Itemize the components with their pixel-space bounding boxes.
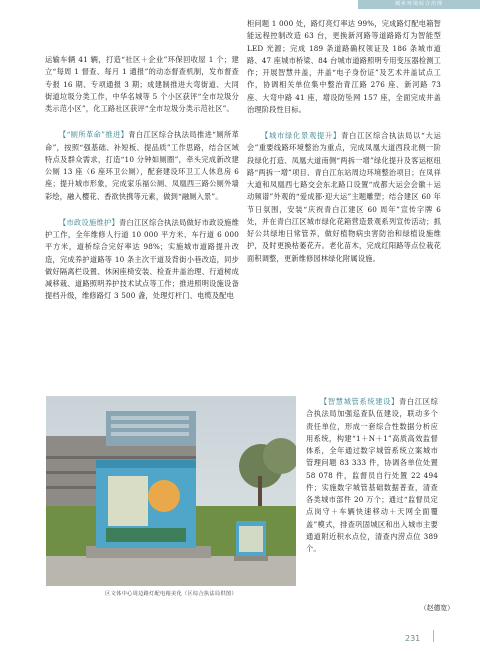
section-body: 青白江区综合执法局加强巡查队伍建设，联动多个责任单位，形成一套综合性数据分析应用系统，构建“1＋N＋1”高质高效监督体系，全年通过数字城管系统立案城市管理问题 83 333 件，协调各单位处置 58 078 件，监督员自行处置 22 494 件；实施数字城管基础数据普查，清查各类城市部件 20 万个；通过“监督员定点岗守＋车辆快速移动＋天网全面覆盖”模式，排查巩固城区和出入城市主要通道附近积水点位，清查内涝点位 389 个。 <box>306 397 438 553</box>
section-body: 青白江区综合执法局推进“厕所革命”，按照“强基础、补短板、提品质”工作思路，结合区域特点及群众需求，打造“10 分钟如厕圈”，牵头完成新改建公厕 13 座（6 座环卫公厕），配套建设环卫工人休息房 6 座；提升城市形象，完成家乐福公厕、凤凰西三路公厕外墙彩绘，融入樱花、香欲快携等元素，做到“融厕入景”。 <box>45 130 239 201</box>
paragraph: 柜问题 1 000 处，路灯亮灯率达 99%，完成路灯配电箱智能远程控制改造 63 台，更换新河路等道路路灯为智能型 LED 光源；完成 189 条道路确权领证及 186 条城市道路、47 座城市桥梁、84 台城市道路照明专用变压器检测工作；开展智慧井盖，井盖“电子身份证”及艺术井盖试点工作，协调相关单位集中整治青江路 276 座、新河路 73 座、大弯中路 41 座，增设防坠网 157 座，全面完成井盖治理阶段性目标。 <box>247 19 441 114</box>
author: （赵德宽） <box>420 604 454 612</box>
bottom-right-column <box>306 396 438 555</box>
left-column <box>45 54 239 303</box>
paragraph <box>247 130 441 265</box>
paragraph <box>306 396 438 555</box>
section-body: 青白江区综合执法局以“大运会”重要线路环境整治为重点，完成凤凰大道西段北侧一阶段绿化打造、凤凰大道南侧“两拆一增”绿化提升及客运枢纽路“两拆一增”项目、青白江东站周边环境整治项目；在凤祥大道和凤凰西七路交会东北路口设置“成都大运会会徽＋运动频谱”外观的“爱成都·迎大运”主题雕塑；结合建区 60 年节日氛围，安装“庆祝青白江建区 60 周年”宣传字牌 6 处，并在青白江区城市绿化花箱营造景观系列宣传活动；抓好公共绿地日常管养，做好植物病虫害防治和绿植设施维护，及时更换枯萎花卉。老化苗木，完成红阳路等点位栽花面积调整，更新维修园林绿化附属设施。 <box>247 131 441 263</box>
paragraph: 运输车辆 41 辆，打造“社区＋企业”环保回收屋 1 个；建立“每周 1 督查、每月 1 通报”的动态督查机制，发布督查专报 16 期、专项通报 3 期；成建制推进大弯街道、大同街道垃圾分类工作，中华名城等 5 个小区获评“全市垃圾分类示范小区”，化工路社区获评“全市垃圾分类示范社区”。 <box>45 55 239 113</box>
section-title: 【智慧城管系统建设】 <box>320 397 399 406</box>
section-title: 【城市绿化景观提升】 <box>261 131 342 140</box>
section-title: 【市政设施维护】 <box>59 217 120 227</box>
page-number: 231 <box>405 634 421 643</box>
section-body: 青白江区综合执法局做好市政设施维护工作，全年维修人行道 10 000 平方米、车行道 6 000 平方米，道桥综合完好率达 98%；实施城市道路提升改造，完成养护道路等 10 条主次干道及背街小巷改造，同步做好隔离栏设置、休闲座椅安装、检查井盖治理、行道树成减移栽、道路照明养护技术试点等工作；推进照明设施设备提档升级，维修路灯 3 500 盏，处理灯杆门、电缆及配电 <box>45 217 240 301</box>
page-number-divider <box>433 630 434 642</box>
photo-caption: 区文体中心周边路灯配电箱美化（区综合执法局供图） <box>105 591 237 597</box>
section-title: 【“厕所革命”推进】 <box>59 130 129 140</box>
paragraph <box>45 217 239 303</box>
right-column <box>247 18 441 265</box>
photo-illustration <box>46 396 296 586</box>
paragraph <box>45 129 239 203</box>
photo <box>46 396 296 586</box>
running-header: 城乡环境综合治理 <box>358 0 480 9</box>
